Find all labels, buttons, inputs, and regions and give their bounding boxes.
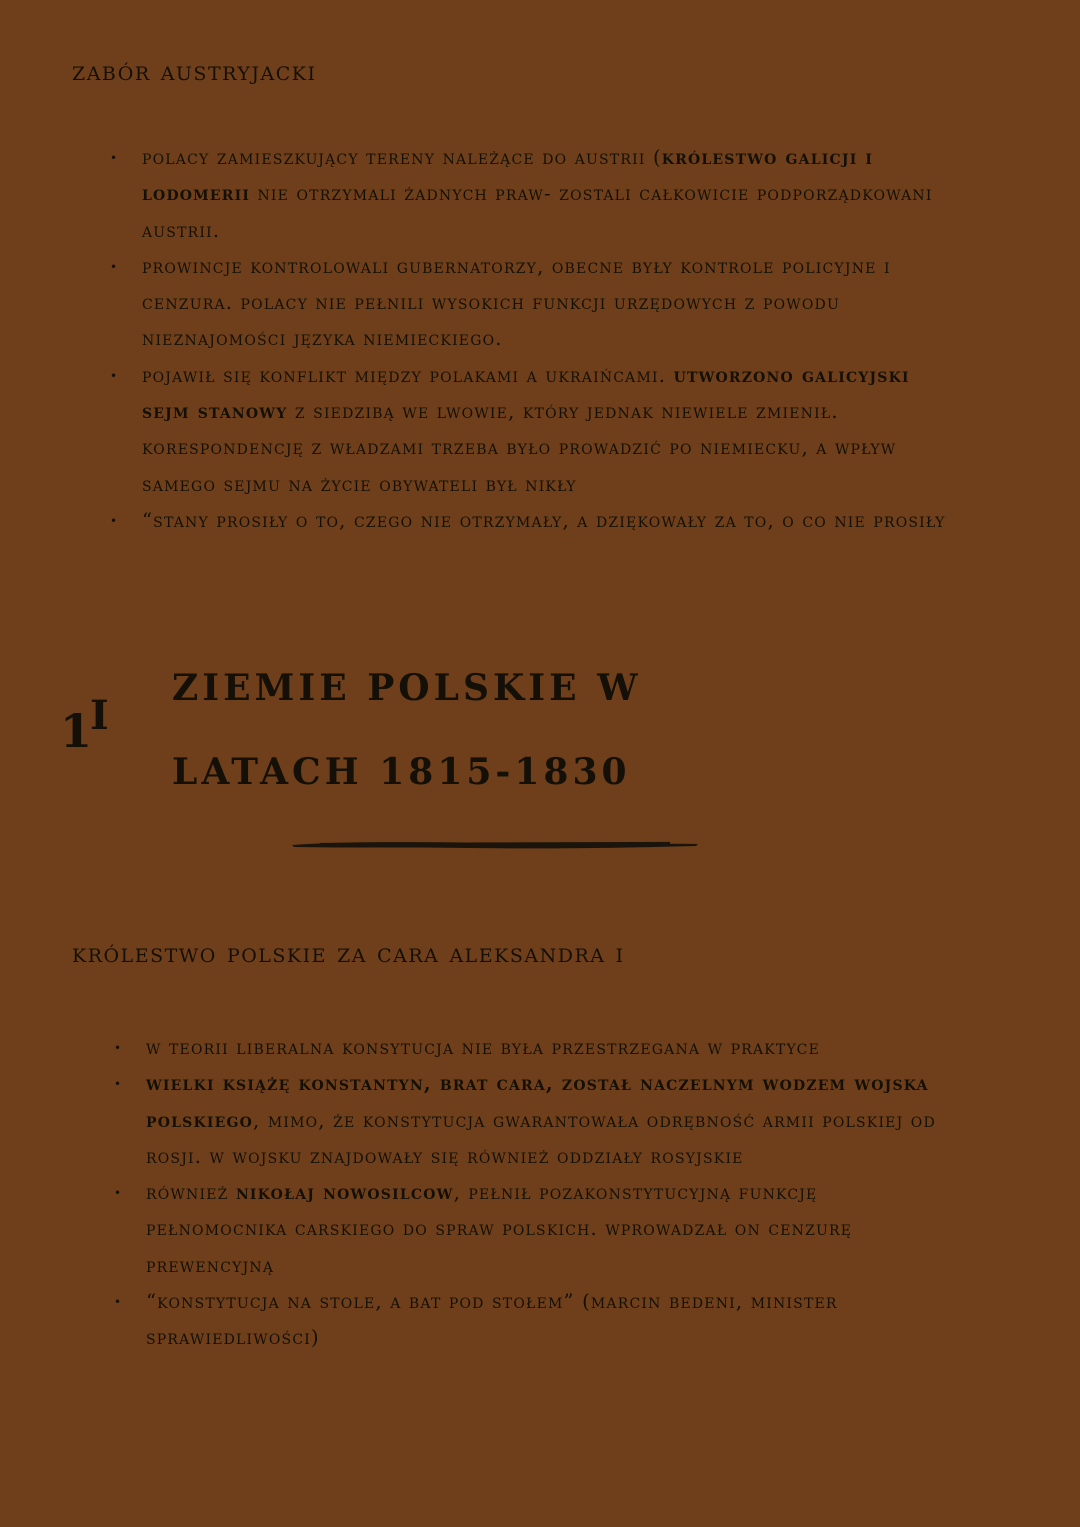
chapter-title-line-1: ZIEMIE POLSKIE W xyxy=(172,667,642,709)
item-text: również xyxy=(146,1181,236,1205)
bullet-list-zabor xyxy=(108,140,948,539)
bullet-icon: • xyxy=(114,1186,123,1201)
chapter-number-sup: I xyxy=(90,692,107,739)
bullet-icon: • xyxy=(110,259,119,274)
list-item xyxy=(108,249,948,358)
item-text: “konstytucja na stole, a bat pod stołem” (marcin bedeni, minister sprawiedliwości) xyxy=(146,1290,838,1350)
item-text: polacy zamieszkujący tereny należące do austrii ( xyxy=(142,146,662,169)
chapter-number xyxy=(60,692,107,758)
chapter-title-line-2: LATACH 1815-1830 xyxy=(172,751,631,793)
item-bold-text: utworzono galicyjski sejm stanowy xyxy=(142,363,910,424)
chapter-number-main: 1 xyxy=(60,704,91,758)
bullet-list-krolestwo xyxy=(112,1030,952,1357)
item-text: w teorii liberalna konsytucja nie była przestrzegana w praktyce xyxy=(146,1036,820,1059)
section-heading-krolestwo: królestwo polskie za cara aleksandra i xyxy=(72,938,625,969)
list-item xyxy=(112,1284,952,1357)
item-text: , mimo, że konstytucja gwarantowała odrębność armii polskiej od rosji. w wojsku znajdowały się również oddziały rosyjskie xyxy=(146,1108,936,1168)
bullet-icon: • xyxy=(114,1077,123,1092)
bullet-icon: • xyxy=(110,368,119,383)
item-bold-text: nikołaj nowosilcow xyxy=(235,1181,454,1205)
bullet-icon: • xyxy=(114,1041,123,1055)
list-item xyxy=(108,503,948,539)
list-item xyxy=(108,358,948,503)
chapter-header xyxy=(60,652,760,822)
item-text: nie otrzymali żadnych praw- zostali całkowicie podporządkowani austrii. xyxy=(142,182,933,242)
bullet-icon: • xyxy=(114,1295,123,1310)
list-item xyxy=(112,1066,952,1175)
bullet-icon: • xyxy=(110,513,119,528)
list-item xyxy=(108,140,948,249)
item-text: “stany prosiły o to, czego nie otrzymały, a dziękowały za to, o co nie prosiły xyxy=(142,508,946,532)
list-item xyxy=(112,1030,952,1066)
section-heading-zabor: zabór austryjacki xyxy=(72,56,317,87)
item-text: prowincje kontrolowali gubernatorzy, obecne były kontrole policyjne i cenzura. polacy nie pełnili wysokich funkcji urzędowych z powodu nieznajomości języka niemieckiego. xyxy=(142,254,891,351)
item-text: pojawił się konflikt między polakami a ukraińcami. xyxy=(142,363,674,387)
divider-brush-stroke xyxy=(290,838,700,852)
list-item xyxy=(112,1175,952,1284)
item-bold-text: królestwo galicji i lodomerii xyxy=(142,146,874,206)
item-text: , pełnił pozakonstytucyjną funkcję pełnomocnika carskiego do spraw polskich. wprowadzał on cenzurę prewencyjną xyxy=(146,1181,853,1277)
item-text: z siedzibą we lwowie, który jednak niewiele zmienił. korespondencję z władzami trzeba było prowadzić po niemiecku, a wpływ samego sejmu na życie obywateli był nikły xyxy=(142,400,897,496)
bullet-icon: • xyxy=(110,151,119,165)
item-bold-text: wielki książę konstantyn, brat cara, został naczelnym wodzem wojska polskiego xyxy=(146,1072,929,1132)
